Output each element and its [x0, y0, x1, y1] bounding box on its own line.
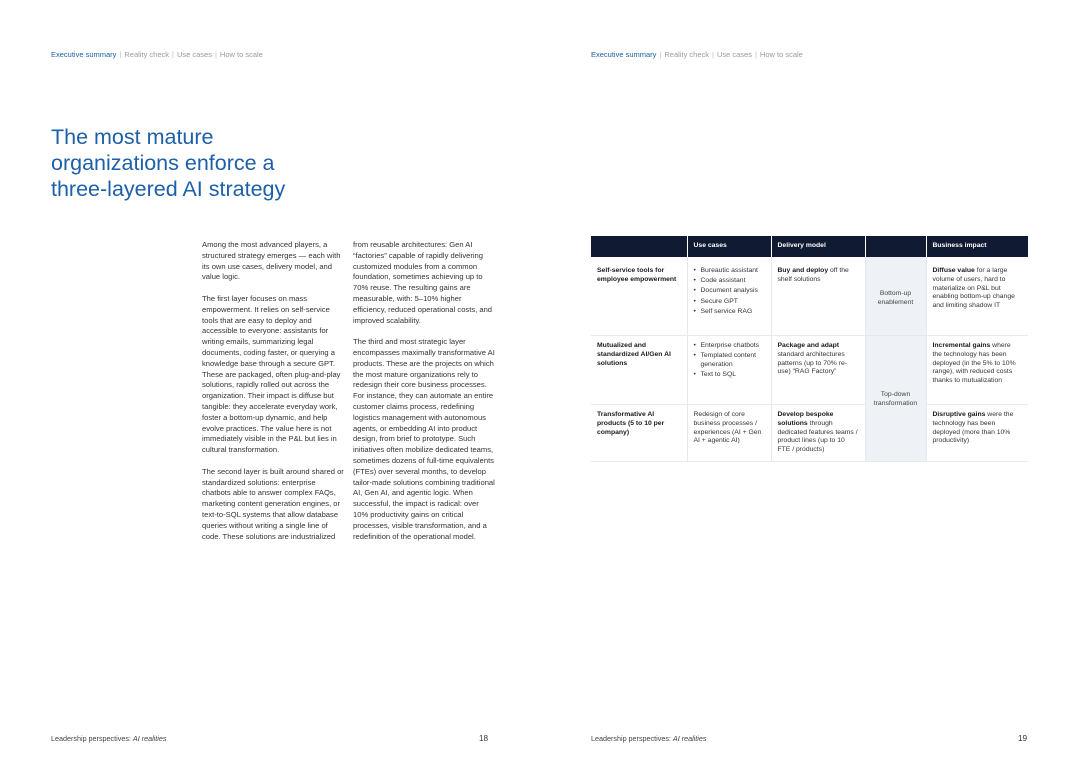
- footer-prefix: Leadership perspectives:: [51, 734, 133, 743]
- use-case-item: • Secure GPT: [694, 298, 765, 307]
- body-column-2: [353, 240, 495, 553]
- use-cases-cell: [687, 257, 771, 336]
- use-case-item: • Text to SQL: [694, 371, 765, 380]
- nav-use-cases[interactable]: Use cases: [176, 50, 212, 59]
- top-down-cell: Top-down transformation: [865, 336, 926, 462]
- page-title-line: organizations enforce a: [51, 151, 275, 175]
- delivery-model-cell: [771, 336, 865, 405]
- impact-text: for a large volume of users, hard to materialize on P&L but enabling bottom-up change and limiting shadow IT: [932, 267, 1015, 310]
- nav-executive-summary[interactable]: Executive summary: [591, 50, 657, 59]
- use-case-item: • Enterprise chatbots: [694, 342, 765, 351]
- section-nav-left: [51, 50, 263, 59]
- use-cases-cell: Redesign of core business processes / experiences (AI + Gen AI + agentic AI): [687, 405, 771, 462]
- page-title-line: The most mature: [51, 125, 214, 149]
- footer-left: [51, 734, 166, 743]
- use-cases-cell: [687, 336, 771, 405]
- body-paragraph: The third and most strategic layer encompasses maximally transformative AI products. These are the projects on which the most mature organizations rely to redesign their core business processes. For instance, they can automate an entire customer claims process, redefining logistics management with autonomous agents, or embedding AI into product design, from brief to prototype. Such initiatives often mobilize dedicated teams, sometimes dozens of full-time equivalents (FTEs) over several months, to develop tailor-made solutions combining traditional AI, Gen AI, and agentic logic. When successful, the impact is radical: over 10% productivity gains on critical processes, visible transformation, and a redefinition of the operational model.: [353, 337, 495, 541]
- delivery-model-text: standard architectures patterns (up to 70% re-use) “RAG Factory”: [777, 350, 848, 376]
- impact-text: where the technology has been deployed (in the 5% to 10% range), with reduced costs thanks to mutualization: [932, 342, 1016, 385]
- table-header-approach: [865, 236, 926, 257]
- row-label: Transformative AI products (5 to 10 per company): [591, 405, 687, 462]
- use-case-item: • Self service RAG: [694, 308, 765, 317]
- nav-separator: |: [754, 50, 757, 59]
- nav-separator: |: [119, 50, 122, 59]
- nav-use-cases[interactable]: Use cases: [716, 50, 752, 59]
- nav-how-to-scale[interactable]: How to scale: [759, 50, 803, 59]
- use-case-item: • Bureautic assistant: [694, 267, 765, 276]
- footer-title: AI realities: [132, 734, 167, 743]
- page-title: [51, 124, 341, 202]
- use-case-item: • Document analysis: [694, 287, 765, 296]
- delivery-model-cell: [771, 257, 865, 336]
- nav-reality-check[interactable]: Reality check: [124, 50, 169, 59]
- nav-separator: |: [659, 50, 662, 59]
- footer-prefix: Leadership perspectives:: [591, 734, 673, 743]
- table-header-row: [591, 236, 1028, 257]
- table-header-layer: [591, 236, 687, 257]
- body-paragraph: The first layer focuses on mass empowerment. It relies on self-service tools that are easy to deploy and accessible to everyone: assistants for writing emails, summarizing legal documents, coding faster, or querying a knowledge base through a secure GPT. These are packaged, often plug-and-play solutions, rapidly rolled out across the organization. Their impact is diffuse but tangible: they accelerate everyday work, foster a bottom-up dynamic, and help evolve practices. The value here is not immediately visible in the P&L but lies in cultural transformation.: [202, 293, 341, 455]
- section-nav-right: [591, 50, 803, 59]
- footer-title: AI realities: [672, 734, 707, 743]
- delivery-model-emphasis: Package and adapt: [777, 342, 840, 349]
- nav-separator: |: [712, 50, 714, 59]
- business-impact-cell: [926, 336, 1028, 405]
- nav-separator: |: [172, 50, 174, 59]
- business-impact-cell: [926, 405, 1028, 462]
- body-column-1: [202, 240, 344, 553]
- delivery-model-cell: [771, 405, 865, 462]
- nav-reality-check[interactable]: Reality check: [664, 50, 709, 59]
- nav-separator: |: [214, 50, 217, 59]
- nav-executive-summary[interactable]: Executive summary: [51, 50, 117, 59]
- business-impact-cell: [926, 257, 1028, 336]
- impact-emphasis: Incremental gains: [932, 342, 991, 349]
- delivery-model-emphasis: Buy and deploy: [777, 267, 829, 274]
- body-paragraph: Among the most advanced players, a structured strategy emerges — each with its own use cases, delivery model, and value logic.: [202, 240, 341, 282]
- body-paragraph: The second layer is built around shared or standardized solutions: enterprise chatbots able to answer complex FAQs, marketing content generation engines, or text-to-SQL systems that allow database queries without writing a single line of code. These solutions are industrialized: [202, 466, 344, 541]
- impact-text: were the technology has been deployed (more than 10% productivity): [932, 411, 1014, 445]
- row-label: Self-service tools for employee empowerment: [591, 257, 687, 336]
- body-paragraph: from reusable architectures: Gen AI “factories” capable of rapidly delivering customized modules from a common foundation, sometimes achieving up to 70% reuse. The resulting gains are measurable, with: 5–10% higher efficiency, reduced operational costs, and improved scalability.: [353, 240, 493, 325]
- use-case-item: • Code assistant: [694, 277, 765, 286]
- table-row: [591, 257, 1028, 336]
- delivery-model-text: through dedicated features teams / product lines (up to 10 FTE / products): [777, 419, 858, 454]
- strategy-table: [591, 236, 1028, 462]
- table-row: [591, 336, 1028, 405]
- table-header-delivery-model: Delivery model: [771, 236, 865, 257]
- table-header-business-impact: Business impact: [926, 236, 1028, 257]
- delivery-model-text: off the shelf solutions: [777, 267, 849, 283]
- use-case-item: • Templated content generation: [694, 352, 765, 370]
- page-number-right: 19: [1018, 734, 1028, 743]
- impact-emphasis: Disruptive gains: [932, 411, 986, 418]
- footer-right: [591, 734, 706, 743]
- page-number-left: 18: [479, 734, 489, 743]
- nav-how-to-scale[interactable]: How to scale: [219, 50, 263, 59]
- delivery-model-emphasis: Develop bespoke solutions: [777, 411, 834, 427]
- row-label: Mutualized and standardized AI/Gen AI solutions: [591, 336, 687, 405]
- bottom-up-cell: Bottom-up enablement: [865, 257, 926, 336]
- page-title-line: three-layered AI strategy: [51, 177, 286, 201]
- table-header-use-cases: Use cases: [687, 236, 771, 257]
- impact-emphasis: Diffuse value: [932, 267, 975, 274]
- table-row: [591, 405, 1028, 462]
